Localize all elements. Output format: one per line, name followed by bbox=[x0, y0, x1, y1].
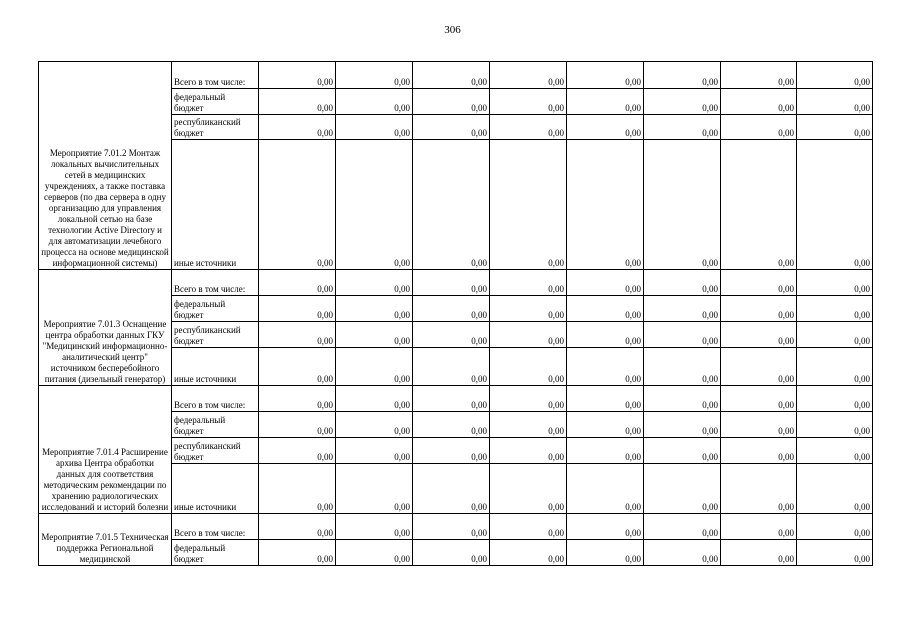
amount-cell: 0,00 bbox=[259, 296, 336, 322]
amount-cell: 0,00 bbox=[259, 464, 336, 514]
amount-cell: 0,00 bbox=[259, 270, 336, 296]
amount-cell: 0,00 bbox=[336, 140, 413, 270]
amount-cell: 0,00 bbox=[413, 514, 490, 540]
amount-cell: 0,00 bbox=[336, 89, 413, 115]
amount-cell: 0,00 bbox=[797, 62, 873, 89]
event-title: Мероприятие 7.01.2 Монтаж локальных вычислительных сетей в медицинских учреждениях, а также поставка серверов (по два сервера в одну организацию для управления локальной сетью на базе технологии Active Directory и для автоматизации лечебного процесса на основе медицинской информационной системы) bbox=[39, 62, 172, 270]
table-row bbox=[39, 514, 873, 540]
amount-cell: 0,00 bbox=[644, 464, 721, 514]
amount-cell: 0,00 bbox=[644, 140, 721, 270]
amount-cell: 0,00 bbox=[567, 540, 644, 566]
amount-cell: 0,00 bbox=[413, 62, 490, 89]
amount-cell: 0,00 bbox=[721, 386, 797, 412]
amount-cell: 0,00 bbox=[413, 540, 490, 566]
amount-cell: 0,00 bbox=[259, 348, 336, 386]
amount-cell: 0,00 bbox=[336, 270, 413, 296]
amount-cell: 0,00 bbox=[490, 464, 567, 514]
amount-cell: 0,00 bbox=[490, 270, 567, 296]
amount-cell: 0,00 bbox=[567, 322, 644, 348]
amount-cell: 0,00 bbox=[490, 540, 567, 566]
amount-cell: 0,00 bbox=[490, 115, 567, 140]
amount-cell: 0,00 bbox=[259, 514, 336, 540]
funding-source: иные источники bbox=[172, 140, 259, 270]
amount-cell: 0,00 bbox=[567, 438, 644, 464]
funding-source: иные источники bbox=[172, 464, 259, 514]
amount-cell: 0,00 bbox=[644, 296, 721, 322]
amount-cell: 0,00 bbox=[567, 270, 644, 296]
amount-cell: 0,00 bbox=[644, 438, 721, 464]
amount-cell: 0,00 bbox=[259, 412, 336, 438]
amount-cell: 0,00 bbox=[336, 62, 413, 89]
amount-cell: 0,00 bbox=[413, 348, 490, 386]
amount-cell: 0,00 bbox=[797, 540, 873, 566]
amount-cell: 0,00 bbox=[567, 464, 644, 514]
amount-cell: 0,00 bbox=[490, 140, 567, 270]
amount-cell: 0,00 bbox=[413, 296, 490, 322]
amount-cell: 0,00 bbox=[413, 464, 490, 514]
amount-cell: 0,00 bbox=[567, 115, 644, 140]
amount-cell: 0,00 bbox=[644, 270, 721, 296]
amount-cell: 0,00 bbox=[259, 438, 336, 464]
amount-cell: 0,00 bbox=[567, 514, 644, 540]
amount-cell: 0,00 bbox=[797, 386, 873, 412]
amount-cell: 0,00 bbox=[797, 115, 873, 140]
amount-cell: 0,00 bbox=[490, 514, 567, 540]
amount-cell: 0,00 bbox=[797, 296, 873, 322]
funding-source: федеральный бюджет bbox=[172, 412, 259, 438]
amount-cell: 0,00 bbox=[336, 115, 413, 140]
funding-source: федеральный бюджет bbox=[172, 89, 259, 115]
budget-table bbox=[38, 61, 873, 566]
amount-cell: 0,00 bbox=[644, 322, 721, 348]
funding-source: Всего в том числе: bbox=[172, 514, 259, 540]
funding-source: Всего в том числе: bbox=[172, 62, 259, 89]
amount-cell: 0,00 bbox=[721, 322, 797, 348]
amount-cell: 0,00 bbox=[259, 115, 336, 140]
amount-cell: 0,00 bbox=[567, 296, 644, 322]
funding-source: республиканский бюджет bbox=[172, 115, 259, 140]
amount-cell: 0,00 bbox=[567, 140, 644, 270]
amount-cell: 0,00 bbox=[336, 322, 413, 348]
amount-cell: 0,00 bbox=[567, 89, 644, 115]
funding-source: Всего в том числе: bbox=[172, 386, 259, 412]
amount-cell: 0,00 bbox=[644, 89, 721, 115]
amount-cell: 0,00 bbox=[336, 296, 413, 322]
funding-source: иные источники bbox=[172, 348, 259, 386]
amount-cell: 0,00 bbox=[797, 412, 873, 438]
amount-cell: 0,00 bbox=[797, 140, 873, 270]
amount-cell: 0,00 bbox=[259, 386, 336, 412]
amount-cell: 0,00 bbox=[644, 348, 721, 386]
amount-cell: 0,00 bbox=[259, 322, 336, 348]
amount-cell: 0,00 bbox=[413, 89, 490, 115]
amount-cell: 0,00 bbox=[644, 62, 721, 89]
amount-cell: 0,00 bbox=[259, 89, 336, 115]
amount-cell: 0,00 bbox=[797, 270, 873, 296]
amount-cell: 0,00 bbox=[259, 540, 336, 566]
amount-cell: 0,00 bbox=[413, 140, 490, 270]
amount-cell: 0,00 bbox=[721, 540, 797, 566]
amount-cell: 0,00 bbox=[490, 386, 567, 412]
amount-cell: 0,00 bbox=[413, 386, 490, 412]
amount-cell: 0,00 bbox=[259, 62, 336, 89]
table-row bbox=[39, 62, 873, 89]
amount-cell: 0,00 bbox=[567, 412, 644, 438]
amount-cell: 0,00 bbox=[797, 514, 873, 540]
amount-cell: 0,00 bbox=[259, 140, 336, 270]
amount-cell: 0,00 bbox=[797, 438, 873, 464]
amount-cell: 0,00 bbox=[413, 270, 490, 296]
event-title: Мероприятие 7.01.4 Расширение архива Центра обработки данных для соответствия методическим рекомендации по хранению радиологических исследований и историй болезни bbox=[39, 386, 172, 514]
page-number: 306 bbox=[444, 24, 461, 36]
amount-cell: 0,00 bbox=[490, 322, 567, 348]
amount-cell: 0,00 bbox=[567, 62, 644, 89]
table-row bbox=[39, 386, 873, 412]
amount-cell: 0,00 bbox=[490, 62, 567, 89]
amount-cell: 0,00 bbox=[721, 115, 797, 140]
event-title: Мероприятие 7.01.5 Техническая поддержка Региональной медицинской bbox=[39, 514, 172, 566]
amount-cell: 0,00 bbox=[336, 540, 413, 566]
funding-source: федеральный бюджет bbox=[172, 540, 259, 566]
amount-cell: 0,00 bbox=[336, 438, 413, 464]
amount-cell: 0,00 bbox=[413, 438, 490, 464]
amount-cell: 0,00 bbox=[797, 464, 873, 514]
amount-cell: 0,00 bbox=[644, 412, 721, 438]
amount-cell: 0,00 bbox=[721, 514, 797, 540]
table-row bbox=[39, 270, 873, 296]
amount-cell: 0,00 bbox=[413, 322, 490, 348]
amount-cell: 0,00 bbox=[413, 115, 490, 140]
amount-cell: 0,00 bbox=[490, 296, 567, 322]
amount-cell: 0,00 bbox=[490, 438, 567, 464]
amount-cell: 0,00 bbox=[721, 348, 797, 386]
amount-cell: 0,00 bbox=[721, 464, 797, 514]
amount-cell: 0,00 bbox=[336, 514, 413, 540]
amount-cell: 0,00 bbox=[721, 62, 797, 89]
amount-cell: 0,00 bbox=[336, 386, 413, 412]
amount-cell: 0,00 bbox=[797, 322, 873, 348]
amount-cell: 0,00 bbox=[721, 270, 797, 296]
amount-cell: 0,00 bbox=[797, 348, 873, 386]
funding-source: республиканский бюджет bbox=[172, 322, 259, 348]
funding-source: Всего в том числе: bbox=[172, 270, 259, 296]
amount-cell: 0,00 bbox=[644, 386, 721, 412]
amount-cell: 0,00 bbox=[644, 514, 721, 540]
amount-cell: 0,00 bbox=[797, 89, 873, 115]
amount-cell: 0,00 bbox=[336, 464, 413, 514]
amount-cell: 0,00 bbox=[721, 438, 797, 464]
amount-cell: 0,00 bbox=[336, 412, 413, 438]
funding-source: республиканский бюджет bbox=[172, 438, 259, 464]
amount-cell: 0,00 bbox=[490, 89, 567, 115]
amount-cell: 0,00 bbox=[721, 140, 797, 270]
amount-cell: 0,00 bbox=[413, 412, 490, 438]
amount-cell: 0,00 bbox=[721, 296, 797, 322]
amount-cell: 0,00 bbox=[490, 348, 567, 386]
amount-cell: 0,00 bbox=[567, 386, 644, 412]
funding-source: федеральный бюджет bbox=[172, 296, 259, 322]
amount-cell: 0,00 bbox=[644, 115, 721, 140]
amount-cell: 0,00 bbox=[721, 412, 797, 438]
amount-cell: 0,00 bbox=[721, 89, 797, 115]
event-title: Мероприятие 7.01.3 Оснащение центра обработки данных ГКУ "Медицинский информационно-аналитический центр" источником бесперебойного питания (дизельный генератор) bbox=[39, 270, 172, 386]
amount-cell: 0,00 bbox=[644, 540, 721, 566]
amount-cell: 0,00 bbox=[336, 348, 413, 386]
amount-cell: 0,00 bbox=[490, 412, 567, 438]
amount-cell: 0,00 bbox=[567, 348, 644, 386]
